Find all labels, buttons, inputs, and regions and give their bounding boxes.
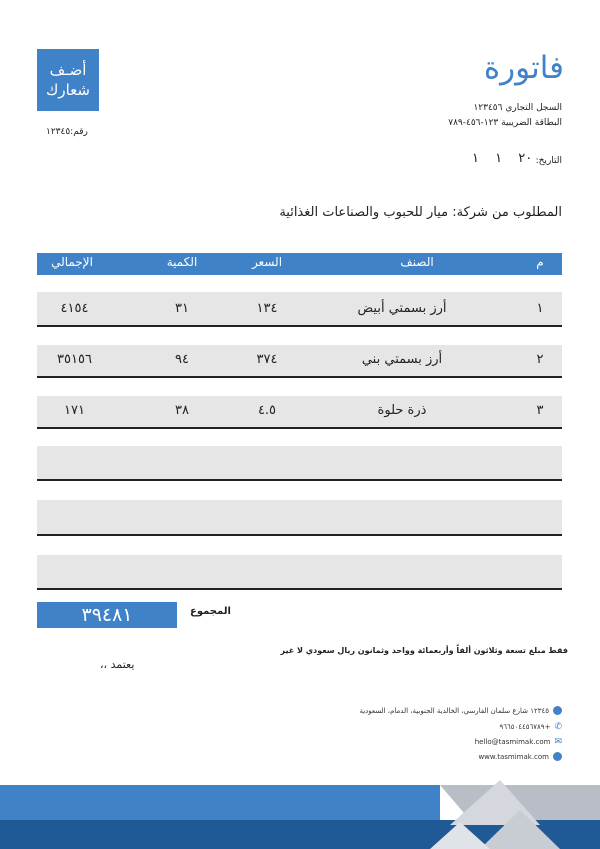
- contact-website: [478, 752, 562, 761]
- invoice-title: فاتورة: [483, 50, 564, 86]
- date-label: التاريخ:: [535, 156, 562, 166]
- contact-address: [359, 706, 562, 715]
- cell-index: ٢: [536, 352, 544, 367]
- cell-item: أرز بسمتي بني: [361, 352, 443, 367]
- cell-index: ٣: [536, 403, 544, 418]
- header-index: م: [536, 255, 544, 269]
- cell-price: ٣٧٤: [256, 352, 278, 367]
- logo-line2: شعارك: [46, 81, 90, 99]
- contact-email: [475, 737, 562, 747]
- empty-row: [37, 446, 562, 481]
- amount-in-words: فقط مبلغ تسعة وثلاثون ألفاً وأربعمائة وواحد وثمانون ريال سعودي لا غير: [280, 646, 568, 655]
- commercial-register: السجل التجاري ١٢٣٤٥٦: [473, 103, 562, 113]
- contact-phone: [499, 722, 562, 732]
- cell-price: ١٣٤: [256, 301, 278, 316]
- tax-card: البطاقة الضريبية ١٢٣-٤٥٦-٧٨٩: [448, 118, 562, 128]
- header-price: السعر: [251, 255, 283, 269]
- cell-qty: ٣٨: [175, 403, 189, 418]
- empty-row: [37, 500, 562, 536]
- cell-qty: ٣١: [175, 301, 189, 316]
- invoice-number: رقم:١٢٣٤٥: [46, 127, 88, 137]
- logo-line1: أضـف: [49, 61, 87, 79]
- cell-index: ١: [536, 301, 544, 316]
- phone-text: +٩٦٦٥٠٤٤٥٦٧٨٩: [499, 723, 551, 731]
- total-value: ٣٩٤٨١: [37, 602, 177, 628]
- header-total: الإجمالي: [51, 255, 93, 269]
- cell-price: ٤.٥: [257, 403, 277, 418]
- cell-total: ١٧١: [64, 403, 85, 418]
- header-item: الصنف: [400, 255, 434, 269]
- table-row: [37, 345, 562, 378]
- location-icon: [553, 706, 562, 715]
- cell-total: ٤١٥٤: [60, 301, 89, 316]
- phone-icon: ✆: [554, 722, 562, 732]
- table-row: [37, 292, 562, 327]
- cell-item: أرز بسمتي أبيض: [357, 301, 447, 316]
- logo-placeholder: [37, 49, 99, 111]
- table-row: [37, 396, 562, 429]
- total-label: المجموع: [190, 606, 231, 617]
- empty-row: [37, 555, 562, 590]
- approved-label: يعتمد ،،: [100, 658, 135, 671]
- address-text: ١٢٣٤٥ شارع سلمان الفارسي، الخالدية الجنوبية، الدمام، السعودية: [359, 706, 549, 715]
- email-text: hello@tasmimak.com: [474, 738, 551, 746]
- header-qty: الكمية: [166, 255, 198, 269]
- website-text: www.tasmimak.com: [478, 752, 549, 761]
- cell-item: ذرة حلوة: [377, 403, 427, 418]
- email-icon: ✉: [554, 737, 562, 747]
- cell-total: ٣٥١٥٦: [57, 352, 92, 367]
- globe-icon: [553, 752, 562, 761]
- footer-decoration: [0, 770, 600, 849]
- date-value: ٢٠ ١ ١: [472, 151, 533, 166]
- cell-qty: ٩٤: [175, 352, 189, 367]
- customer-line: المطلوب من شركة: ميار للحبوب والصناعات الغذائية: [279, 205, 562, 220]
- table-header: [37, 253, 562, 275]
